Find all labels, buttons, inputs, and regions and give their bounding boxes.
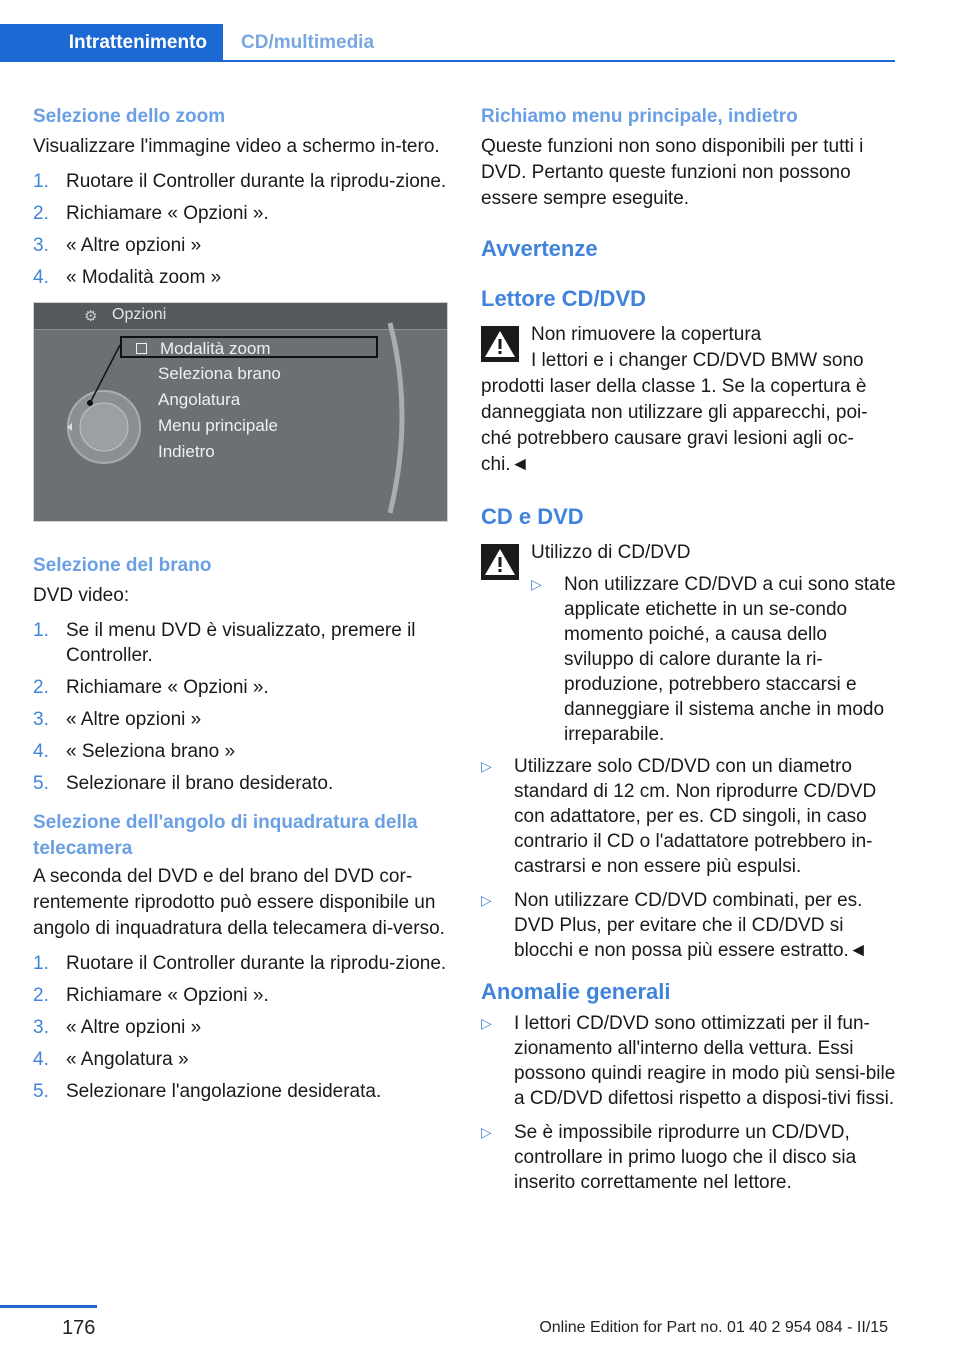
settings-icon: ⚙ (84, 308, 98, 325)
tabbar-divider (0, 60, 895, 62)
angle-intro: A seconda del DVD e del brano del DVD cor-rentemente riprodotto può essere disponibile un angolo di inquadratura della telecamera di-verso. (33, 866, 445, 939)
list-item: 4. « Modalità zoom » (33, 267, 222, 288)
list-item: 5. Selezionare il brano desiderato. (33, 773, 334, 794)
right-column (481, 104, 896, 1202)
angle-heading: Selezione dell'angolo di inquadratura della telecamera (33, 812, 418, 859)
menu-item-back[interactable]: Indietro (158, 442, 215, 461)
zoom-intro: Visualizzare l'immagine video a schermo in-tero. (33, 136, 440, 157)
list-item: ▷ Non utilizzare CD/DVD a cui sono state applicate etichette in un se-condo momento poiché, a causa dello sviluppo di calore durante la ri-produzione, potrebbero staccarsi e danneggiare il sistema anche in modo irreparabile. (531, 574, 896, 745)
screen-title: Opzioni (112, 306, 167, 323)
warning-cover (481, 322, 896, 348)
warning-triangle-icon (481, 544, 519, 580)
list-item: 1. Ruotare il Controller durante la riprodu-zione. (33, 953, 447, 974)
angle-steps (33, 951, 448, 1104)
list-item: 4. « Angolatura » (33, 1049, 189, 1070)
list-item: 1. Se il menu DVD è visualizzato, premere il Controller. (33, 620, 416, 666)
edition-note: Online Edition for Part no. 01 40 2 954 084 - II/15 (539, 1319, 888, 1336)
cd-dvd-heading: CD e DVD (481, 504, 584, 529)
warning-cover-title: Non rimuovere la copertura (531, 324, 762, 345)
options-menu (158, 336, 416, 465)
list-item: 3. « Altre opzioni » (33, 709, 202, 730)
warning-usage-title: Utilizzo di CD/DVD (531, 542, 691, 563)
track-steps (33, 618, 448, 796)
left-column (33, 104, 448, 1111)
options-screenshot (33, 302, 448, 522)
warning-triangle-icon (481, 326, 519, 362)
anomalie-heading: Anomalie generali (481, 979, 671, 1004)
list-item: ▷ Non utilizzare CD/DVD combinati, per es. DVD Plus, per evitare che il CD/DVD si blocchi e non possa più essere estratto.◄ (481, 890, 868, 961)
list-item: ▷ Se è impossibile riprodurre un CD/DVD, controllare in primo luogo che il disco sia inserito correttamente nel lettore. (481, 1122, 857, 1193)
warning-cover-text: I lettori e i changer CD/DVD BMW sono prodotti laser della classe 1. Se la copertura è danneggiata non utilizzare gli apparecchi, poi-ché potrebbero causare gravi lesioni agli oc-chi.◄ (481, 350, 868, 475)
menu-back-heading: Richiamo menu principale, indietro (481, 106, 798, 127)
menu-back-text: Queste funzioni non sono disponibili per tutti i DVD. Pertanto queste funzioni non possono essere sempre eseguite. (481, 136, 864, 209)
menu-item-angle[interactable]: Angolatura (158, 390, 241, 409)
tab-cd-multimedia[interactable]: CD/multimedia (241, 32, 375, 53)
menu-item-main[interactable]: Menu principale (158, 416, 279, 435)
footer-rule (0, 1305, 97, 1308)
list-item: 5. Selezionare l'angolazione desiderata. (33, 1081, 382, 1102)
track-intro: DVD video: (33, 585, 130, 606)
track-heading: Selezione del brano (33, 555, 212, 576)
list-item: 3. « Altre opzioni » (33, 235, 202, 256)
lettore-heading: Lettore CD/DVD (481, 286, 647, 311)
anomalie-list (481, 1011, 896, 1195)
menu-item-track[interactable]: Seleziona brano (158, 364, 281, 383)
list-item: 2. Richiamare « Opzioni ». (33, 985, 269, 1006)
zoom-steps (33, 169, 448, 290)
cd-dvd-list (481, 754, 896, 963)
list-item: 2. Richiamare « Opzioni ». (33, 677, 269, 698)
chapter-tabbar (0, 24, 895, 62)
list-item: 3. « Altre opzioni » (33, 1017, 202, 1038)
list-item: 4. « Seleziona brano » (33, 741, 236, 762)
page-number: 176 (62, 1317, 96, 1339)
list-item: ▷ I lettori CD/DVD sono ottimizzati per il fun-zionamento all'interno della vettura. Essi possono quindi reagire in modo più sensi-bile a CD/DVD difettosi rispetto a disposi-tivi fissi. (481, 1013, 896, 1109)
menu-item-zoom[interactable]: Modalità zoom (120, 336, 378, 358)
warning-usage (481, 540, 896, 747)
list-item: ▷ Utilizzare solo CD/DVD con un diametro standard di 12 cm. Non riprodurre CD/DVD con adattatore, per es. CD singoli, in caso contrario il CD o l'adattatore potrebbero in-castrarsi e non essere più espulsi. (481, 756, 877, 877)
avvertenze-heading: Avvertenze (481, 236, 598, 261)
zoom-heading: Selezione dello zoom (33, 106, 226, 127)
tab-intrattenimento[interactable]: Intrattenimento (0, 24, 223, 62)
list-item: 1. Ruotare il Controller durante la riprodu-zione. (33, 171, 447, 192)
warning-usage-list (531, 572, 896, 747)
list-item: 2. Richiamare « Opzioni ». (33, 203, 269, 224)
